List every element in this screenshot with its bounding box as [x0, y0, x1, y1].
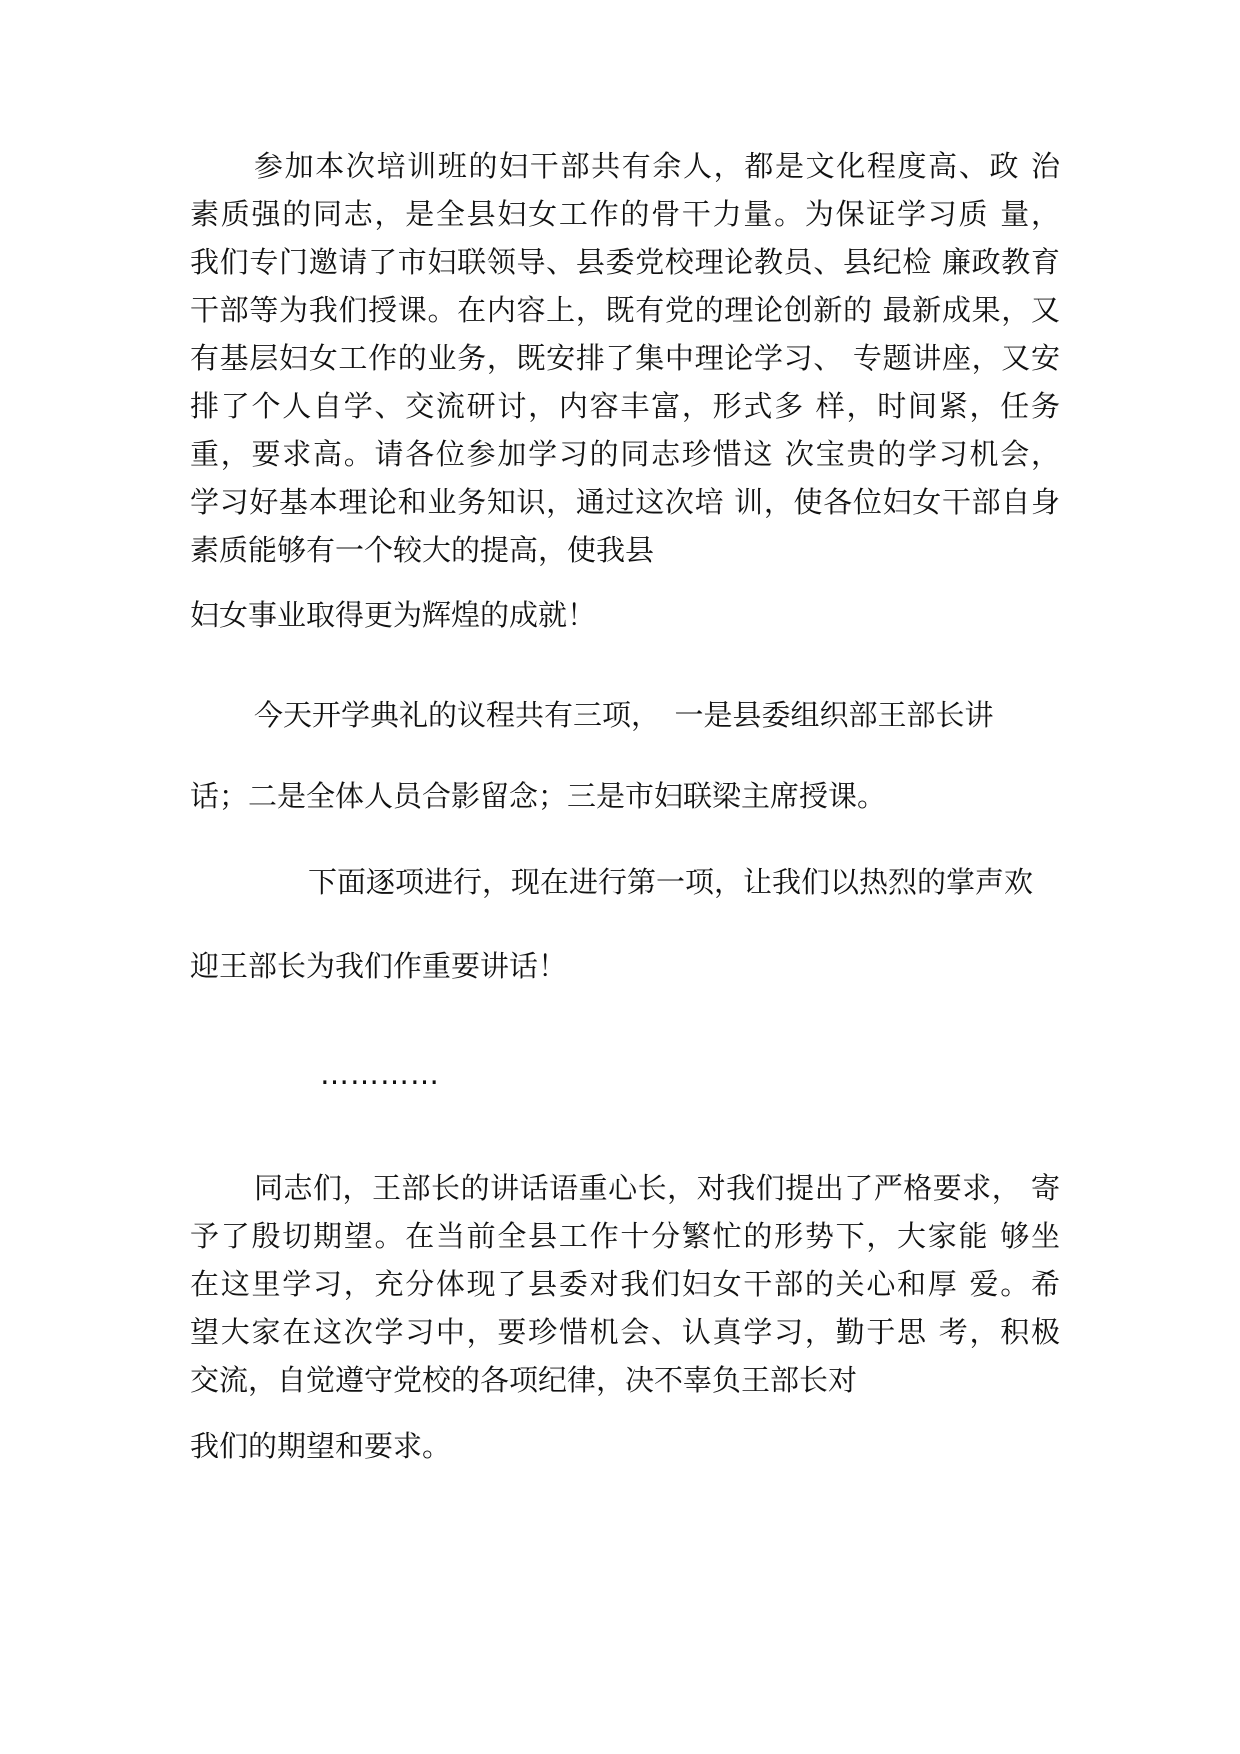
ellipsis: ………… [320, 1057, 440, 1091]
paragraph-4-line-3: 在这里学习，充分体现了县委对我们妇女干部的关心和厚 爱。希 [190, 1267, 1060, 1301]
paragraph-1-line-4: 干部等为我们授课。在内容上，既有党的理论创新的 最新成果，又 [190, 293, 1060, 327]
paragraph-1-line-7: 重，要求高。请各位参加学习的同志珍惜这 次宝贵的学习机会， [190, 437, 1060, 471]
paragraph-4-line-5: 交流，自觉遵守党校的各项纪律，决不辜负王部长对 [190, 1363, 858, 1397]
paragraph-1-line-5: 有基层妇女工作的业务，既安排了集中理论学习、 专题讲座，又安 [190, 341, 1060, 375]
paragraph-1-line-6: 排了个人自学、交流研讨，内容丰富，形式多 样，时间紧，任务 [190, 389, 1060, 423]
paragraph-4-line-4: 望大家在这次学习中，要珍惜机会、认真学习，勤于思 考，积极 [190, 1315, 1060, 1349]
paragraph-1-continuation: 妇女事业取得更为辉煌的成就！ [190, 598, 597, 632]
paragraph-3-line-1: 下面逐项进行，现在进行第一项，让我们以热烈的掌声欢 [308, 865, 1034, 899]
paragraph-4-continuation: 我们的期望和要求。 [190, 1429, 452, 1463]
paragraph-1-line-9: 素质能够有一个较大的提高，使我县 [190, 533, 655, 567]
paragraph-1-line-8: 学习好基本理论和业务知识，通过这次培 训，使各位妇女干部自身 [190, 485, 1060, 519]
paragraph-2-line-2: 话；二是全体人员合影留念；三是市妇联梁主席授课。 [190, 779, 887, 813]
paragraph-1-line-2: 素质强的同志，是全县妇女工作的骨干力量。为保证学习质 量， [190, 197, 1060, 231]
paragraph-4-line-1: 同志们，王部长的讲话语重心长，对我们提出了严格要求， 寄 [254, 1171, 1060, 1205]
paragraph-1-line-1: 参加本次培训班的妇干部共有余人，都是文化程度高、政 治 [254, 149, 1060, 183]
paragraph-3-line-2: 迎王部长为我们作重要讲话！ [190, 949, 568, 983]
paragraph-1-line-3: 我们专门邀请了市妇联领导、县委党校理论教员、县纪检 廉政教育 [190, 245, 1060, 279]
paragraph-2-line-1: 今天开学典礼的议程共有三项， 一是县委组织部王部长讲 [254, 698, 994, 732]
paragraph-4-line-2: 予了殷切期望。在当前全县工作十分繁忙的形势下，大家能 够坐 [190, 1219, 1060, 1253]
